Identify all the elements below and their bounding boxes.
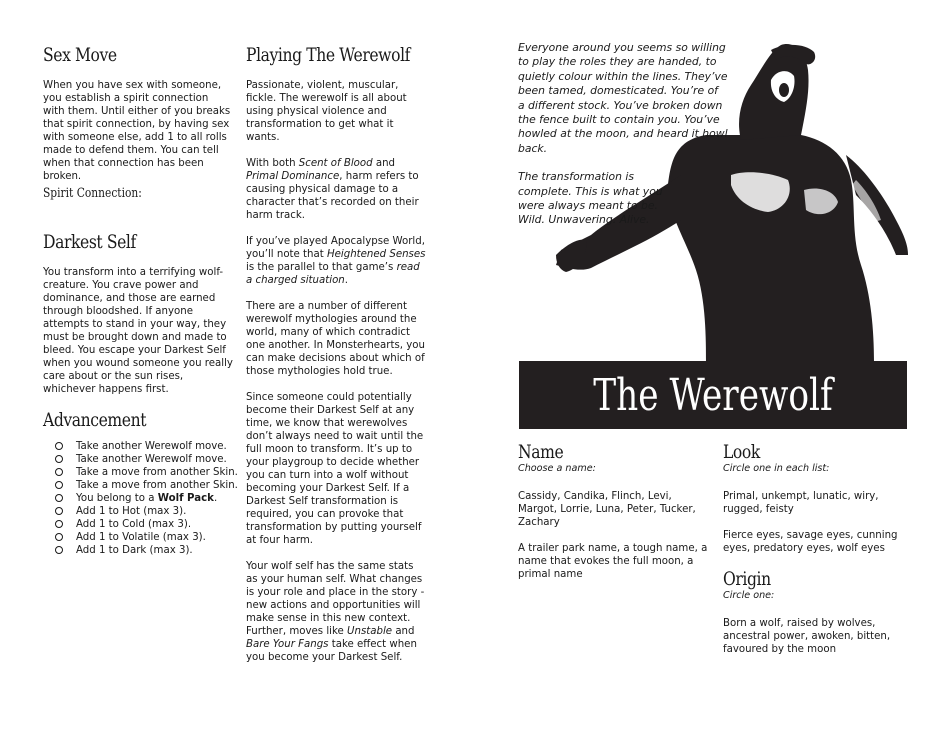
advancement-item[interactable]: Take another Werewolf move. bbox=[43, 453, 233, 466]
origin-instruction: Circle one: bbox=[723, 590, 775, 601]
advancement-item[interactable]: You belong to a Wolf Pack. bbox=[43, 492, 233, 505]
name-section bbox=[518, 441, 710, 594]
playing-p2: With both Scent of Blood and Primal Dominance, harm refers to causing physical damage to a character that’s recorded on their harm track. bbox=[246, 158, 419, 221]
page-title: The Werewolf bbox=[593, 370, 833, 421]
advancement-item[interactable]: Add 1 to Hot (max 3). bbox=[43, 505, 233, 518]
look-instruction: Circle one in each list: bbox=[723, 463, 830, 474]
sex-move-text: When you have sex with someone, you establish a spirit connection with them. Until either of you breaks that spirit connection, by having sex with someone else, add 1 to all rolls made to defend them. You can tell when that connection has been broken. bbox=[43, 80, 231, 182]
advancement-list bbox=[43, 440, 238, 557]
checkbox-circle-icon[interactable] bbox=[55, 494, 63, 502]
checkbox-circle-icon[interactable] bbox=[55, 481, 63, 489]
name-instruction: Choose a name: bbox=[518, 463, 596, 474]
advancement-item[interactable]: Add 1 to Cold (max 3). bbox=[43, 518, 233, 531]
look-list-2[interactable]: Fierce eyes, savage eyes, cunning eyes, predatory eyes, wolf eyes bbox=[723, 530, 898, 554]
darkest-self-heading: Darkest Self bbox=[43, 231, 136, 253]
intro-text bbox=[518, 41, 728, 242]
name-note: A trailer park name, a tough name, a name that evokes the full moon, a primal name bbox=[518, 543, 708, 580]
advancement-item[interactable]: Take another Werewolf move. bbox=[43, 440, 233, 453]
advancement-item[interactable]: Take a move from another Skin. bbox=[43, 466, 233, 479]
playing-p5: Since someone could potentially become their Darkest Self at any time, we know that werewolves don’t always need to wait until the full moon to transform. It’s up to your playgroup to decide whether you can turn into a wolf without becoming your Darkest Self. If a Darkest Self transformation is required, you can provoke that transformation by putting yourself at four harm. bbox=[246, 392, 424, 546]
playing-p1: Passionate, violent, muscular, fickle. The werewolf is all about using physical violence and transformation to get what it wants. bbox=[246, 80, 407, 143]
origin-options[interactable]: Born a wolf, raised by wolves, ancestral power, awoken, bitten, favoured by the moon bbox=[723, 618, 891, 655]
column-middle bbox=[246, 44, 428, 677]
playing-p6: Your wolf self has the same stats as your human self. What changes is your role and place in the story - new actions and opportunities will make sense in this new context. Further, moves like Unstable and Bare Your Fangs take effect when you become your Darkest Self. bbox=[246, 561, 425, 663]
checkbox-circle-icon[interactable] bbox=[55, 468, 63, 476]
checkbox-circle-icon[interactable] bbox=[55, 546, 63, 554]
checkbox-circle-icon[interactable] bbox=[55, 455, 63, 463]
spirit-connection-label: Spirit Connection: bbox=[43, 186, 142, 201]
advancement-item[interactable]: Add 1 to Dark (max 3). bbox=[43, 544, 233, 557]
look-section bbox=[723, 441, 915, 669]
playing-p3: If you’ve played Apocalypse World, you’ll note that Heightened Senses is the parallel to that game’s read a charged situation. bbox=[246, 236, 426, 286]
checkbox-circle-icon[interactable] bbox=[55, 520, 63, 528]
name-heading: Name bbox=[518, 441, 564, 463]
column-left bbox=[43, 44, 238, 557]
playing-heading: Playing The Werewolf bbox=[246, 44, 410, 66]
playing-p4: There are a number of different werewolf mythologies around the world, many of which contradict one another. In Monsterhearts, you can make decisions about which of those mythologies hold true. bbox=[246, 301, 425, 377]
look-list-1[interactable]: Primal, unkempt, lunatic, wiry, rugged, feisty bbox=[723, 491, 879, 515]
checkbox-circle-icon[interactable] bbox=[55, 533, 63, 541]
advancement-heading: Advancement bbox=[43, 409, 147, 431]
checkbox-circle-icon[interactable] bbox=[55, 507, 63, 515]
look-heading: Look bbox=[723, 441, 760, 463]
darkest-self-text: You transform into a terrifying wolf-creature. You crave power and dominance, and those are earned through bloodshed. If anyone attempts to stand in your way, they must be brought down and made to bleed. You escape your Darkest Self when you wound someone you really care about or the sun rises, whichever happens first. bbox=[43, 267, 233, 395]
intro-p1: Everyone around you seems so willing to play the roles they are handed, to quietly colour within the lines. They’ve been tamed, domesticated. You’re of a different stock. You’ve broken down the fence built to contain you. You’ve howled at the moon, and heard it howl back. bbox=[518, 41, 728, 155]
name-options[interactable]: Cassidy, Candika, Flinch, Levi, Margot, Lorrie, Luna, Peter, Tucker, Zachary bbox=[518, 491, 696, 528]
intro-p2: The transformation is complete. This is what you were always meant to be. Wild. Unwavering. Alive. bbox=[518, 170, 663, 227]
origin-heading: Origin bbox=[723, 568, 771, 590]
title-banner bbox=[519, 361, 907, 429]
advancement-item[interactable]: Add 1 to Volatile (max 3). bbox=[43, 531, 233, 544]
checkbox-circle-icon[interactable] bbox=[55, 442, 63, 450]
sex-move-heading: Sex Move bbox=[43, 44, 117, 66]
advancement-item[interactable]: Take a move from another Skin. bbox=[43, 479, 233, 492]
